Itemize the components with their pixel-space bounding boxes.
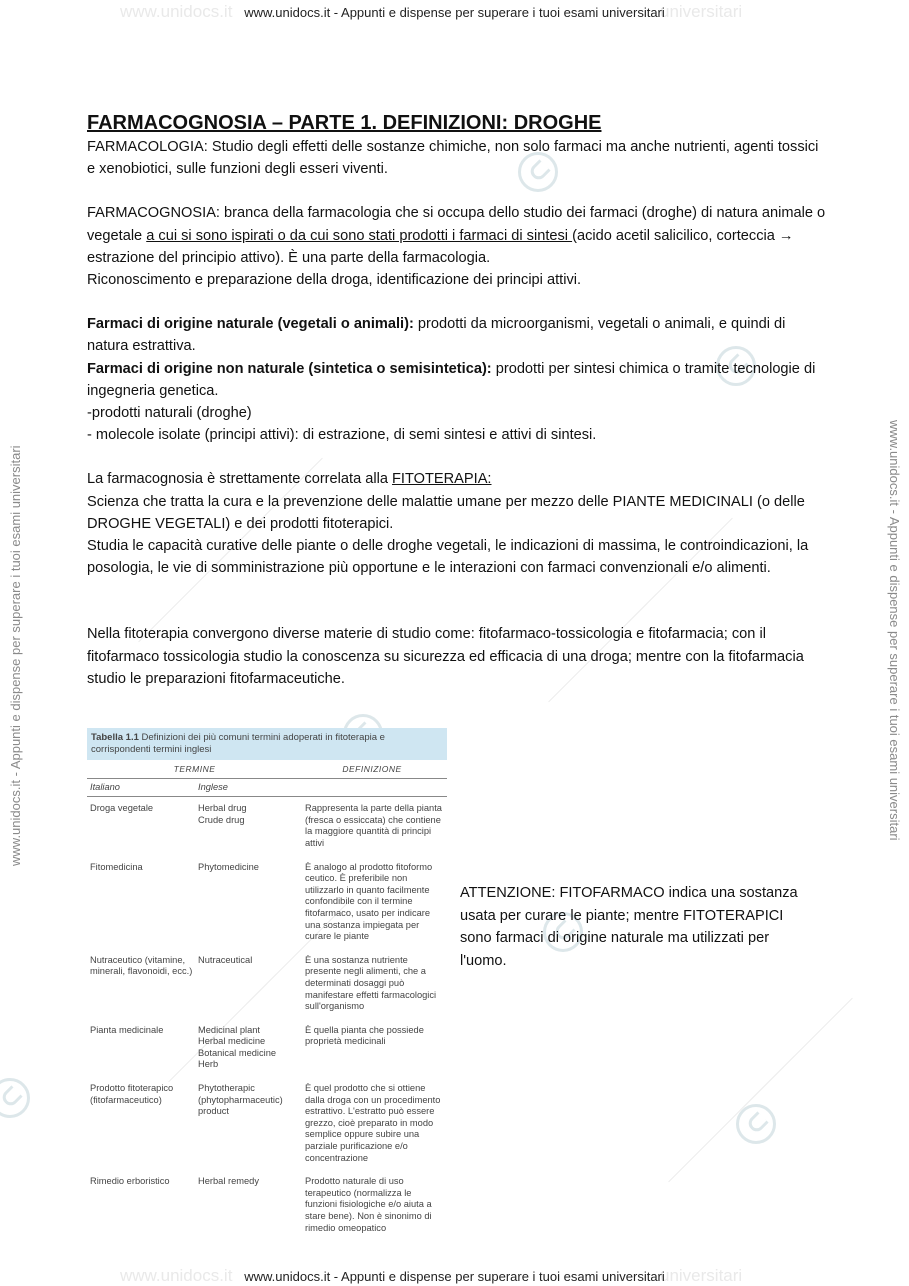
list-item-droghe: -prodotti naturali (droghe)	[87, 405, 252, 422]
subheader-inglese: Inglese	[198, 781, 228, 792]
watermark-left-side: www.unidocs.it - Appunti e dispense per superare i tuoi esami universitari	[8, 445, 23, 866]
table-row	[87, 856, 447, 949]
paragraph-farmacologia: FARMACOLOGIA: Studio degli effetti delle sostanze chimiche, non solo farmaci ma anche nutrienti, agenti tossici e xenobiotici, sulle funzioni degli esseri viventi.	[87, 139, 819, 178]
cell-definition: Prodotto naturale di uso terapeutico (normalizza le funzioni fisiologiche e/o aiuta a stare bene). Non è sinonimo di rimedio omeopatico	[305, 1176, 432, 1233]
paragraph-materie: Nella fitoterapia convergono diverse materie di studio come: fitofarmaco-tossicologia e fitofarmacia; con il fitofarmaco tossicologia studio la conoscenza su sicurezza ed efficacia di una droga; mentre con la fitofarmacia studio le preparazioni fitofarmaceutiche.	[87, 626, 804, 687]
text-span: (acido acetil salicilico, corteccia → estrazione del principio attivo)	[87, 227, 794, 266]
table-caption	[87, 728, 447, 760]
page-title: FARMACOGNOSIA – PARTE 1. DEFINIZIONI: DROGHE	[87, 112, 602, 134]
paragraph-scienza: Scienza che tratta la cura e la prevenzione delle malattie umane per mezzo delle PIANTE MEDICINALI (o delle DROGHE VEGETALI) e dei prodotti fitoterapici.	[87, 493, 805, 532]
cell-italian: Fitomedicina	[90, 861, 143, 872]
paragraph-farmaci-naturali	[87, 313, 827, 357]
cell-english: Medicinal plant Herbal medicine Botanical medicine Herb	[198, 1024, 277, 1070]
cell-italian: Droga vegetale	[90, 803, 154, 814]
watermark-ghost-bottom: www.unidocs.it	[120, 1266, 233, 1285]
watermark-footer[interactable]: www.unidocs.it - Appunti e dispense per superare i tuoi esami universitari	[244, 1269, 665, 1284]
text-span: prodotti da microorganismi, vegetali o animali, e quindi di natura estrattiva.	[87, 316, 786, 355]
cell-definition: È analogo al prodotto fitoformo ceutico. È preferibile non utilizzarlo in quanto facilmente confondibile con il termine fitofarmaco, usato per indicare una sostanza impiegata per curare le piante	[305, 861, 433, 942]
cell-italian: Nutraceutico (vitamine, minerali, flavonoidi, ecc.)	[90, 954, 193, 977]
table-caption-text: Definizioni dei più comuni termini adoperati in fitoterapia e corrispondenti termini inglesi	[91, 732, 385, 755]
cell-definition: È quel prodotto che si ottiene dalla droga con un procedimento estrattivo. L'estratto può essere grezzo, cioè preparato in modo semplice oppure subire una parziale purificazione e/o concentrazione	[305, 1083, 441, 1163]
watermark-logo-icon	[0, 1070, 38, 1127]
document-body	[87, 110, 827, 690]
table-subheader	[87, 779, 447, 798]
text-span: FARMACOGNOSIA: branca della farmacologia che si occupa dello studio dei farmaci (droghe) di natura animale o vegetale	[87, 205, 826, 244]
table-row	[87, 797, 447, 855]
table-row	[87, 1170, 447, 1240]
table-row	[87, 949, 447, 1019]
list-item-molecole: - molecole isolate (principi attivi): di estrazione, di semi sintesi e attivi di sintesi.	[87, 427, 597, 444]
table-row	[87, 1077, 447, 1170]
bold-term: Farmaci di origine naturale (vegetali o animali):	[87, 316, 414, 333]
attention-note: ATTENZIONE: FITOFARMACO indica una sostanza usata per curare le piante; mentre FITOTERAPICI sono farmaci di origine naturale ma utilizzati per l'uomo.	[460, 885, 798, 969]
watermark-logo-icon	[728, 1096, 785, 1153]
text-span: La farmacognosia è strettamente correlata alla	[87, 471, 393, 488]
cell-italian: Rimedio erboristico	[90, 1176, 170, 1187]
definitions-table	[87, 728, 447, 1240]
cell-english: Phytomedicine	[198, 861, 259, 872]
column-header-definizione: DEFINIZIONE	[342, 764, 402, 774]
watermark-ghost-top: www.unidocs.it	[120, 2, 233, 21]
cell-italian: Pianta medicinale	[90, 1024, 164, 1035]
cell-english: Herbal drug Crude drug	[198, 803, 247, 825]
cell-english: Phytotherapic (phytopharmaceutic) product	[198, 1083, 283, 1117]
table-column-header	[87, 760, 447, 779]
underlined-text: a cui si sono ispirati o da cui sono stati prodotti i farmaci di sintesi	[146, 227, 573, 244]
paragraph-fitoterapia	[87, 468, 827, 490]
paragraph-studia: Studia le capacità curative delle piante o delle droghe vegetali, le indicazioni di massima, le controindicazioni, la posologia, le vie di somministrazione più opportune e le interazioni con farmaci convenzionali e/o alimenti.	[87, 538, 809, 577]
cell-english: Herbal remedy	[198, 1176, 259, 1187]
cell-definition: È una sostanza nutriente presente negli alimenti, che a determinati dosaggi può manifestare effetti farmacologici sull'organismo	[305, 954, 437, 1012]
watermark-header[interactable]: www.unidocs.it - Appunti e dispense per superare i tuoi esami universitari	[244, 5, 665, 20]
table-caption-label: Tabella 1.1	[91, 732, 139, 743]
cell-definition: Rappresenta la parte della pianta (fresca o essiccata) che contiene la maggiore quantità di principi attivi	[305, 803, 442, 848]
subheader-italiano: Italiano	[90, 781, 120, 792]
text-span: prodotti per sintesi chimica o tramite tecnologie di ingegneria genetica.	[87, 360, 816, 399]
underlined-text: FITOTERAPIA:	[392, 471, 492, 488]
watermark-right-side: www.unidocs.it - Appunti e dispense per superare i tuoi esami universitari	[887, 420, 902, 841]
cell-definition: È quella pianta che possiede proprietà medicinali	[305, 1024, 424, 1047]
cell-italian: Prodotto fitoterapico (fitofarmaceutico)	[90, 1083, 174, 1105]
column-header-termine: TERMINE	[173, 764, 216, 774]
watermark-diagonal	[668, 998, 853, 1183]
paragraph-riconoscimento: Riconoscimento e preparazione della droga, identificazione dei principi attivi.	[87, 272, 582, 289]
paragraph-farmaci-sintetici	[87, 358, 827, 402]
table-row	[87, 1019, 447, 1077]
text-span: . È una parte della farmacologia.	[280, 249, 491, 266]
bold-term: Farmaci di origine non naturale (sintetica o semisintetica):	[87, 360, 492, 377]
paragraph-farmacognosia	[87, 202, 827, 269]
watermark-ghost-bottom-right: universitari	[660, 1266, 743, 1285]
watermark-ghost-top-right: universitari	[660, 2, 743, 21]
cell-english: Nutraceutical	[198, 954, 253, 965]
